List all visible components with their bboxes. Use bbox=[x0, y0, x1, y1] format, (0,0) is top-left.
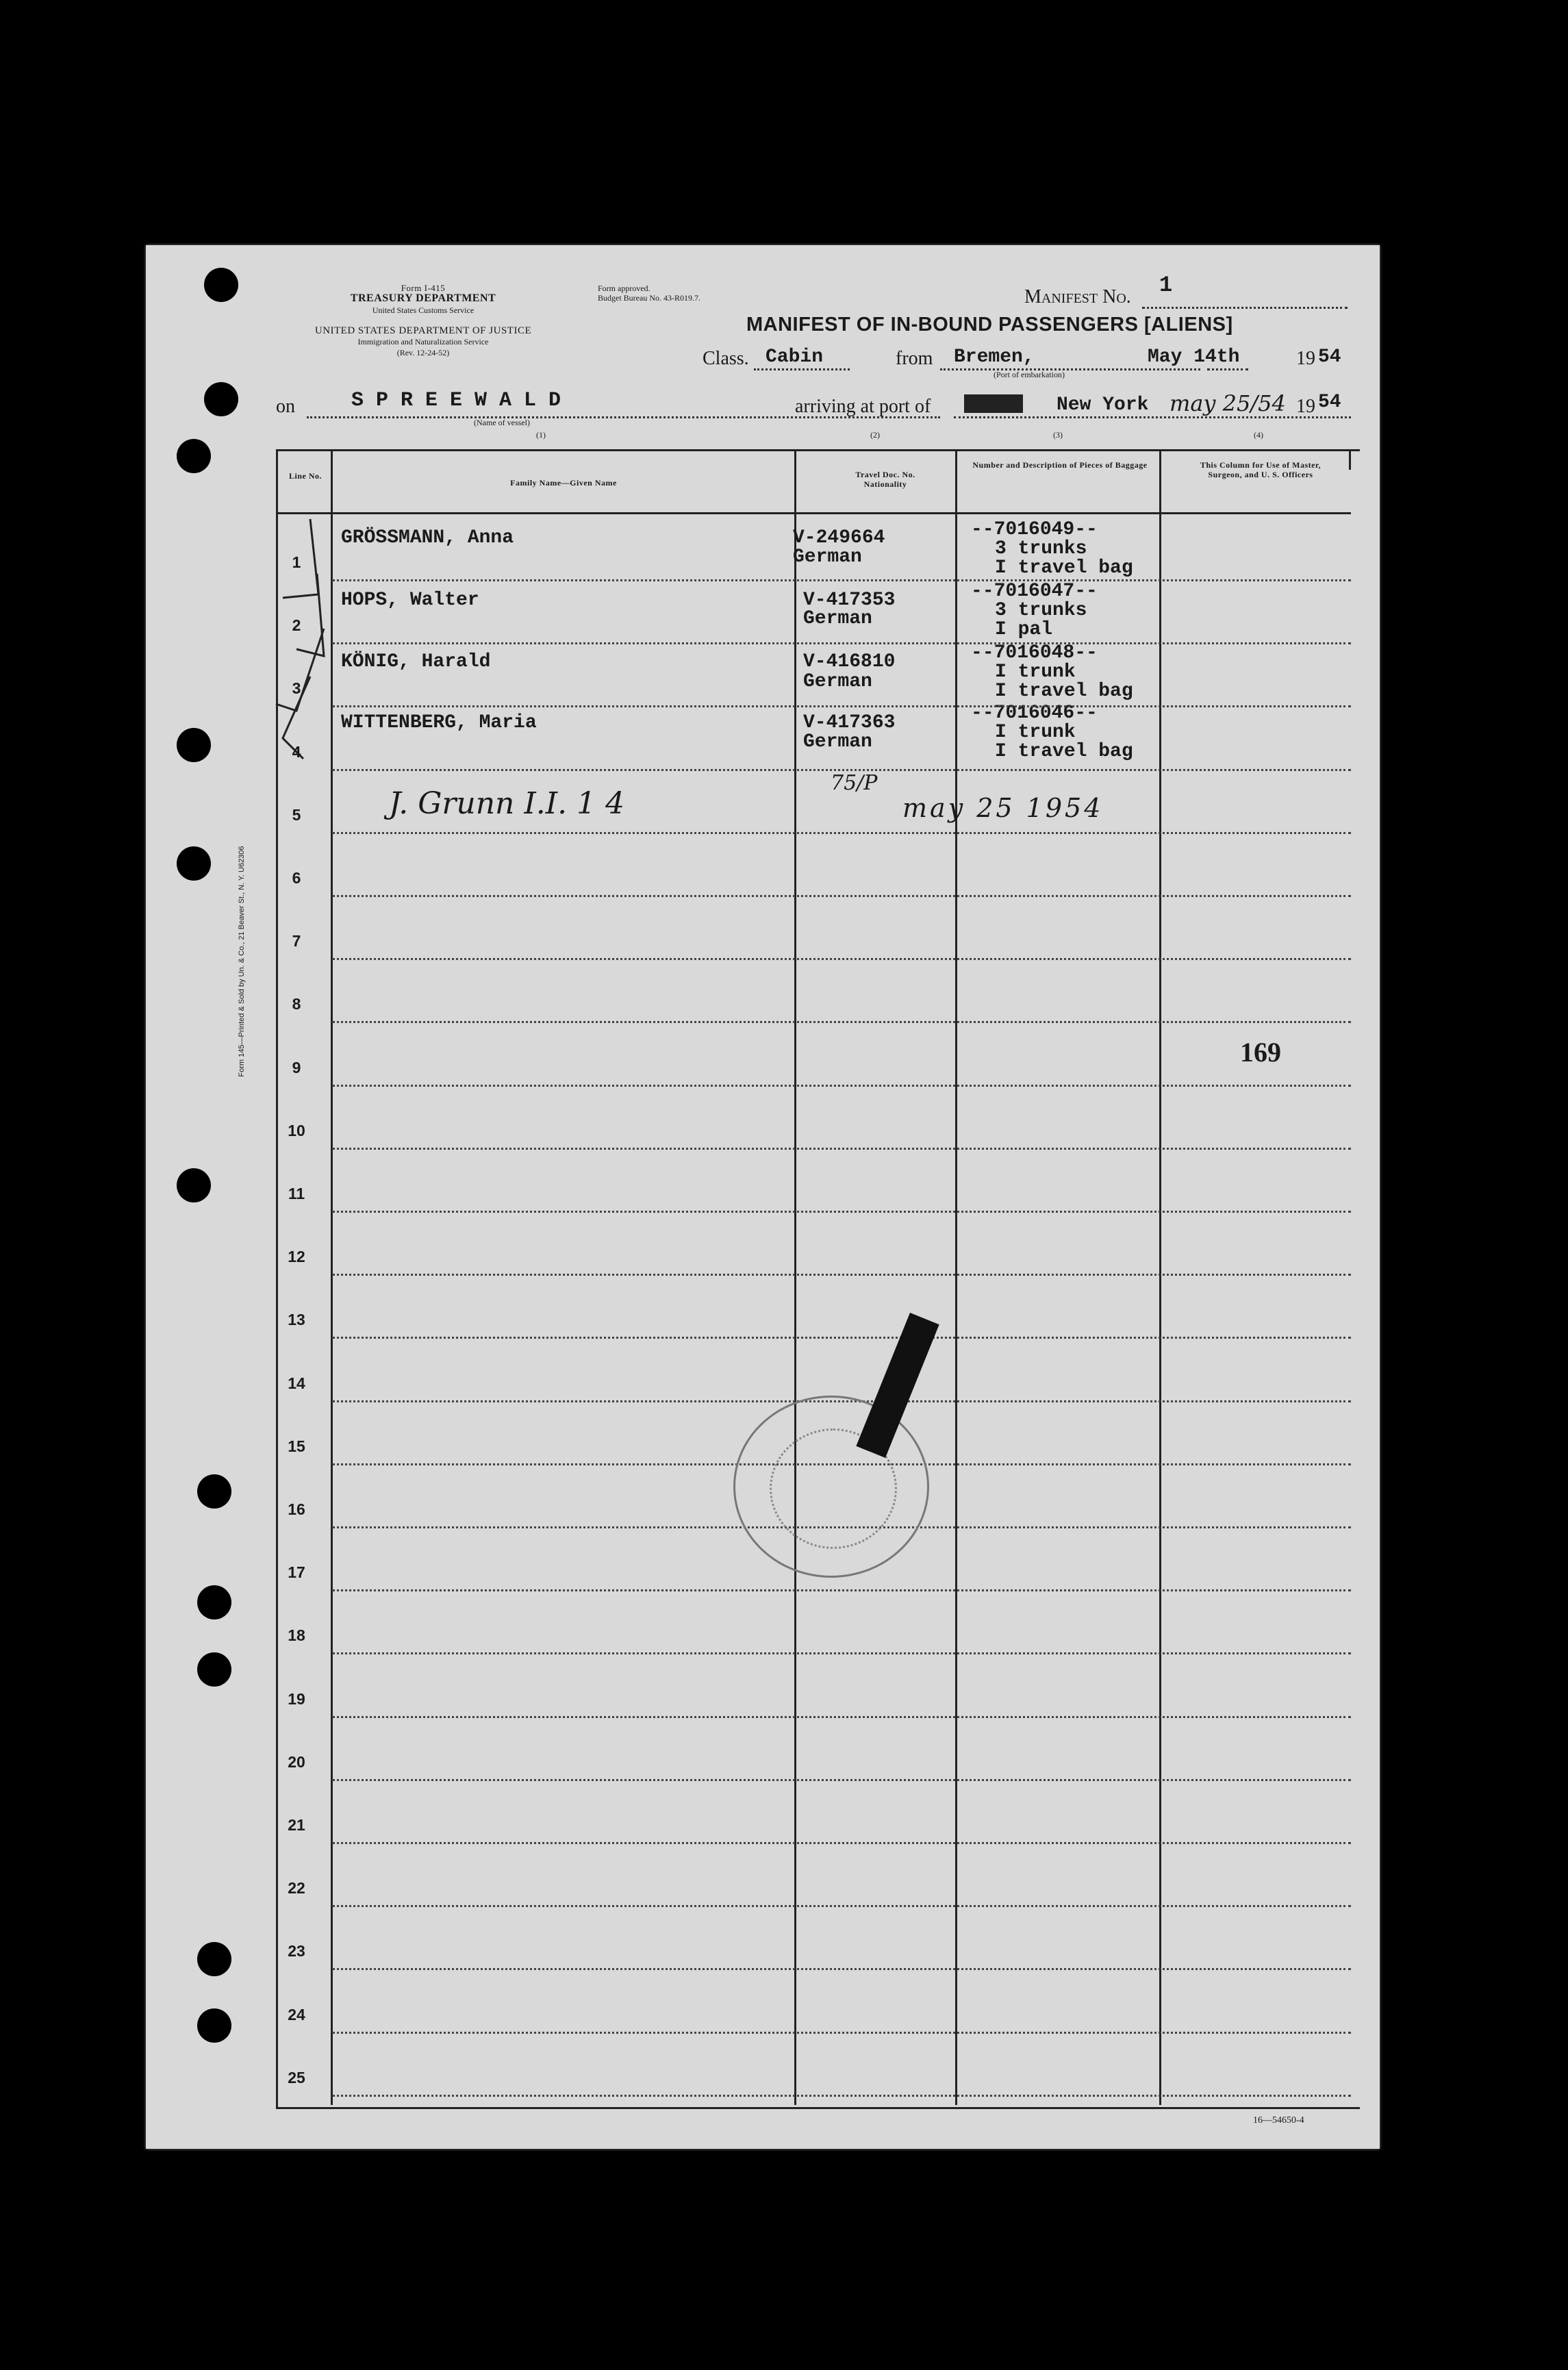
manifest-title: MANIFEST OF IN-BOUND PASSENGERS [ALIENS] bbox=[746, 314, 1233, 336]
customs-service: United States Customs Service bbox=[372, 305, 475, 315]
row-rule bbox=[332, 1274, 1351, 1276]
port-embarkation-caption: (Port of embarkation) bbox=[994, 370, 1065, 379]
punch-hole bbox=[177, 846, 211, 881]
arriving-line bbox=[954, 416, 1351, 418]
col-num-4: (4) bbox=[1254, 430, 1263, 440]
date-line bbox=[1207, 368, 1248, 370]
col-divider-name bbox=[794, 449, 796, 2105]
line-number: 5 bbox=[292, 805, 301, 824]
passenger-name: HOPS, Walter bbox=[341, 590, 479, 611]
col-divider-baggage bbox=[1159, 449, 1161, 2105]
travel-doc-number: V-416810 bbox=[803, 651, 896, 672]
line-number: 16 bbox=[288, 1500, 305, 1518]
nationality: German bbox=[803, 731, 872, 753]
line-number: 1 bbox=[292, 553, 301, 571]
nationality: German bbox=[803, 608, 872, 629]
check-marks bbox=[255, 505, 358, 766]
row-rule bbox=[332, 2032, 1351, 2034]
from-value: Bremen, bbox=[954, 346, 1035, 368]
nationality: German bbox=[793, 546, 862, 568]
baggage-line-2: I travel bag bbox=[995, 681, 1133, 702]
struck-port: BREMAN bbox=[964, 394, 1024, 413]
punch-hole bbox=[204, 268, 238, 302]
arrival-year-prefix: 19 bbox=[1296, 396, 1315, 417]
sailing-date: May 14th bbox=[1148, 346, 1240, 368]
punch-hole bbox=[197, 1942, 231, 1976]
on-label: on bbox=[276, 396, 295, 417]
punch-hole bbox=[197, 1585, 231, 1619]
punch-hole bbox=[177, 439, 211, 473]
baggage-line-1: 3 trunks bbox=[995, 600, 1087, 621]
line-number: 3 bbox=[292, 679, 301, 698]
nationality: German bbox=[803, 671, 872, 692]
line-number: 4 bbox=[292, 742, 301, 761]
year-value: 54 bbox=[1318, 346, 1341, 368]
handwritten-signature: J. Grunn I.I. 1 4 bbox=[389, 786, 625, 821]
vessel-caption: (Name of vessel) bbox=[474, 418, 530, 427]
manifest-form bbox=[146, 245, 1380, 2149]
travel-doc-number: V-417353 bbox=[803, 590, 896, 611]
arrival-date-handwritten: may 25/54 bbox=[1169, 390, 1286, 416]
travel-doc-number: V-417363 bbox=[803, 712, 896, 733]
col-num-3: (3) bbox=[1053, 430, 1063, 440]
class-value: Cabin bbox=[766, 346, 824, 368]
header-rule bbox=[276, 512, 1351, 514]
line-number: 19 bbox=[288, 1689, 305, 1708]
baggage-line-2: I travel bag bbox=[995, 741, 1133, 762]
col-num-2: (2) bbox=[870, 430, 880, 440]
baggage-line-1: I trunk bbox=[995, 661, 1076, 683]
line-number: 14 bbox=[288, 1374, 305, 1392]
form-footer-code: 16—54650-4 bbox=[1253, 2115, 1304, 2126]
row-rule bbox=[332, 1211, 1351, 1213]
line-number: 11 bbox=[288, 1185, 305, 1202]
baggage-line-1: I trunk bbox=[995, 722, 1076, 743]
line-number: 10 bbox=[288, 1121, 305, 1139]
line-number: 20 bbox=[288, 1752, 305, 1771]
line-number: 21 bbox=[288, 1816, 305, 1834]
col-header-baggage: Number and Description of Pieces of Baggage bbox=[972, 460, 1148, 470]
col-num-1: (1) bbox=[536, 430, 546, 440]
row-rule bbox=[332, 642, 1351, 644]
col-header-name: Family Name—Given Name bbox=[510, 478, 617, 488]
row-rule bbox=[332, 1905, 1351, 1907]
baggage-number: --7016047-- bbox=[971, 581, 1098, 602]
manifest-no-line bbox=[1142, 307, 1348, 309]
line-number: 25 bbox=[288, 2068, 305, 2087]
row-rule bbox=[332, 705, 1351, 707]
col-divider-doc bbox=[955, 449, 957, 2105]
punch-hole bbox=[197, 2008, 231, 2043]
table-frame bbox=[276, 449, 1360, 2109]
row-rule bbox=[332, 1968, 1351, 1970]
line-number: 9 bbox=[292, 1058, 301, 1076]
row-rule bbox=[332, 1652, 1351, 1654]
vessel-name: S P R E E W A L D bbox=[351, 389, 561, 412]
line-number: 7 bbox=[292, 932, 301, 950]
official-seal-stamp bbox=[733, 1396, 929, 1578]
row-rule bbox=[332, 2095, 1351, 2097]
printer-imprint: Form 145—Printed & Sold by Un. & Co., 21 Beaver St., N. Y. U62306 bbox=[238, 846, 246, 1077]
immigration-service: Immigration and Naturalization Service bbox=[357, 337, 489, 346]
page-number: 169 bbox=[1240, 1037, 1281, 1068]
col-header-officers: This Column for Use of Master, Surgeon, and U. S. Officers bbox=[1200, 460, 1322, 479]
baggage-number: --7016048-- bbox=[971, 642, 1098, 664]
manifest-no-value: 1 bbox=[1159, 273, 1173, 298]
punch-hole bbox=[177, 728, 211, 762]
col-header-line: Line No. bbox=[288, 471, 322, 481]
line-number: 15 bbox=[288, 1437, 305, 1455]
treasury-department: TREASURY DEPARTMENT bbox=[350, 292, 496, 304]
budget-bureau: Budget Bureau No. 43-R019.7. bbox=[598, 293, 700, 303]
revision-date: (Rev. 12-24-52) bbox=[396, 348, 450, 357]
row-rule bbox=[332, 1337, 1351, 1339]
class-line bbox=[754, 368, 850, 370]
line-number: 13 bbox=[288, 1311, 305, 1329]
line-number: 24 bbox=[288, 2005, 305, 2024]
row-rule bbox=[332, 958, 1351, 960]
manifest-no-label: Manifest No. bbox=[1024, 286, 1131, 307]
punch-hole bbox=[177, 1168, 211, 1202]
passenger-name: WITTENBERG, Maria bbox=[341, 712, 537, 733]
arrival-year: 54 bbox=[1318, 392, 1341, 413]
baggage-number: --7016046-- bbox=[971, 703, 1098, 724]
line-number: 18 bbox=[288, 1626, 305, 1645]
line-number: 17 bbox=[288, 1563, 305, 1582]
row-rule bbox=[332, 579, 1351, 581]
col-header-doc: Travel Doc. No. Nationality bbox=[855, 470, 915, 489]
baggage-line-2: I travel bag bbox=[995, 557, 1133, 579]
row-rule bbox=[332, 1021, 1351, 1023]
handwritten-date: may 25 1954 bbox=[902, 793, 1104, 823]
row-rule bbox=[332, 1842, 1351, 1844]
row-rule bbox=[332, 895, 1351, 897]
row-rule bbox=[332, 1148, 1351, 1150]
arriving-label: arriving at port of bbox=[795, 396, 931, 417]
line-number: 23 bbox=[288, 1942, 305, 1961]
row-rule bbox=[332, 1589, 1351, 1591]
travel-doc-number: V-249664 bbox=[793, 527, 885, 549]
class-label: Class. bbox=[703, 348, 749, 369]
baggage-line-2: I pal bbox=[995, 619, 1053, 640]
row-rule bbox=[332, 1779, 1351, 1781]
row-rule bbox=[332, 832, 1351, 834]
year-prefix: 19 bbox=[1296, 348, 1315, 369]
table-right-border bbox=[1349, 449, 1351, 470]
punch-hole bbox=[197, 1474, 231, 1509]
baggage-number: --7016049-- bbox=[971, 519, 1098, 540]
handwritten-fraction: 75/P bbox=[831, 771, 878, 795]
line-number: 12 bbox=[288, 1248, 305, 1266]
passenger-name: GRÖSSMANN, Anna bbox=[341, 527, 514, 549]
punch-hole bbox=[197, 1652, 231, 1687]
row-rule bbox=[332, 1085, 1351, 1087]
form-approved: Form approved. bbox=[598, 283, 650, 293]
line-number: 22 bbox=[288, 1879, 305, 1898]
line-number: 6 bbox=[292, 869, 301, 887]
line-number: 2 bbox=[292, 616, 301, 635]
punch-hole bbox=[204, 382, 238, 416]
from-label: from bbox=[896, 348, 933, 369]
passenger-name: KÖNIG, Harald bbox=[341, 651, 491, 672]
arrival-port: New York bbox=[1057, 394, 1149, 416]
baggage-line-1: 3 trunks bbox=[995, 538, 1087, 559]
line-number: 8 bbox=[292, 995, 301, 1013]
form-number: Form I-415 bbox=[401, 283, 446, 293]
justice-department: UNITED STATES DEPARTMENT OF JUSTICE bbox=[314, 325, 532, 336]
row-rule bbox=[332, 1716, 1351, 1718]
